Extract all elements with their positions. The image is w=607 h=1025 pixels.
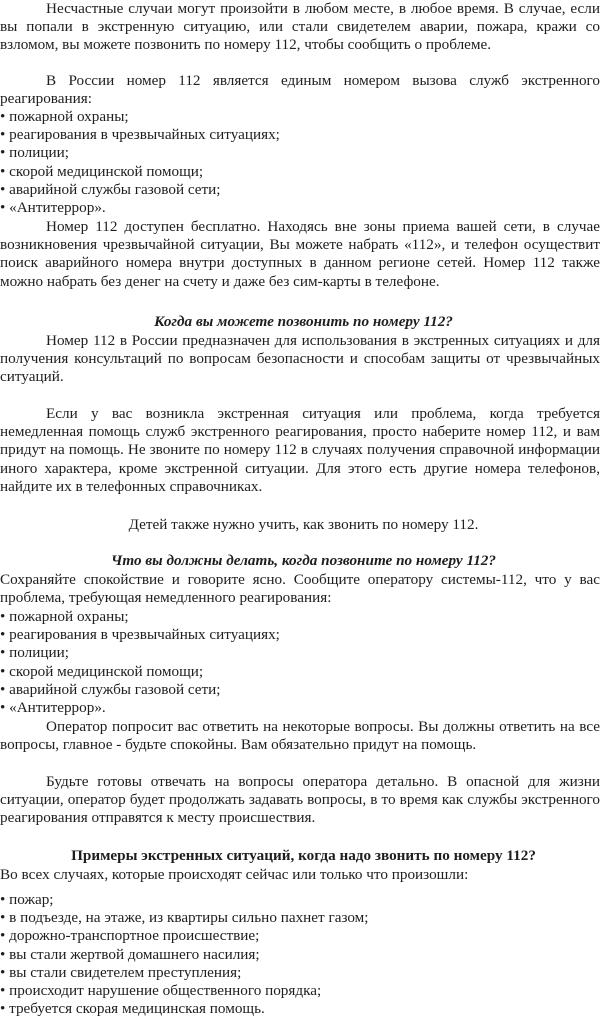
- services-list-1: [0, 108, 280, 217]
- what-paragraph-2: Оператор попросит вас ответить на некоторые вопросы. Вы должны ответить на все вопросы, главное - будьте спокойны. Вам обязательно придут на помощь.: [0, 718, 600, 754]
- list-item: • реагирования в чрезвычайных ситуациях;: [0, 626, 280, 644]
- list-item: • происходит нарушение общественного порядка;: [0, 982, 369, 1000]
- examples-intro: Во всех случаях, которые происходят сейчас или только что произошли:: [0, 866, 469, 883]
- list-item: • полиции;: [0, 644, 280, 662]
- list-item: • «Антитеррор».: [0, 199, 280, 217]
- intro-paragraph-1: Несчастные случаи могут произойти в любом месте, в любое время. В случае, если вы попали в экстренную ситуацию, или стали свидетелем аварии, пожара, кражи со взломом, вы можете позвонить по номеру 112, чтобы сообщить о проблеме.: [0, 0, 600, 54]
- what-paragraph-3: Будьте готовы отвечать на вопросы оператора детально. В опасной для жизни ситуации, оператор будет продолжать задавать вопросы, в то время как службы экстренного реагирования отправятся к месту происшествия.: [0, 773, 600, 827]
- list-item: • скорой медицинской помощи;: [0, 663, 280, 681]
- section-heading-examples: Примеры экстренных ситуаций, когда надо звонить по номеру 112?: [71, 847, 536, 864]
- list-item: • пожар;: [0, 891, 369, 909]
- list-item: • полиции;: [0, 144, 280, 162]
- examples-list: [0, 891, 369, 1018]
- list-item: • скорой медицинской помощи;: [0, 163, 280, 181]
- when-paragraph-2: Если у вас возникла экстренная ситуация или проблема, когда требуется немедленная помощь служб экстренного реагирования, просто наберите номер 112, и вам придут на помощь. Не звоните по номеру 112 в случаях получения справочной информации иного характера, кроме экстренной ситуации. Для этого есть другие номера телефонов, найдите их в телефонных справочниках.: [0, 405, 600, 495]
- services-list-2: [0, 608, 280, 717]
- list-item: • реагирования в чрезвычайных ситуациях;: [0, 126, 280, 144]
- list-item: • аварийной службы газовой сети;: [0, 181, 280, 199]
- list-item: • в подъезде, на этаже, из квартиры сильно пахнет газом;: [0, 909, 369, 927]
- list-item: • аварийной службы газовой сети;: [0, 681, 280, 699]
- list-item: • пожарной охраны;: [0, 108, 280, 126]
- section-heading-what: Что вы должны делать, когда позвоните по номеру 112?: [110, 552, 496, 569]
- list-item: • дорожно-транспортное происшествие;: [0, 927, 369, 945]
- list-item: • вы стали свидетелем преступления;: [0, 964, 369, 982]
- list-item: • пожарной охраны;: [0, 608, 280, 626]
- when-paragraph-1: Номер 112 в России предназначен для использования в экстренных ситуациях и для получения консультаций по вопросам безопасности и способам защиты от чрезвычайных ситуаций.: [0, 332, 600, 386]
- intro-paragraph-3: Номер 112 доступен бесплатно. Находясь вне зоны приема вашей сети, в случае возникновения чрезвычайной ситуации, Вы можете набрать «112», и телефон осуществит поиск аварийного номера внутри доступных в данном регионе сетей. Номер 112 также можно набрать без денег на счету и даже без сим-карты в телефоне.: [0, 218, 600, 290]
- list-item: • вы стали жертвой домашнего насилия;: [0, 946, 369, 964]
- list-item: • требуется скорая медицинская помощь.: [0, 1000, 369, 1018]
- what-paragraph-1: Сохраняйте спокойствие и говорите ясно. Сообщите оператору системы-112, что у вас проблема, требующая немедленного реагирования:: [0, 571, 600, 607]
- children-note: Детей также нужно учить, как звонить по номеру 112.: [128, 516, 479, 533]
- section-heading-when: Когда вы можете позвонить по номеру 112?: [154, 313, 453, 330]
- intro-paragraph-2: В России номер 112 является единым номером вызова служб экстренного реагирования:: [0, 72, 600, 108]
- list-item: • «Антитеррор».: [0, 699, 280, 717]
